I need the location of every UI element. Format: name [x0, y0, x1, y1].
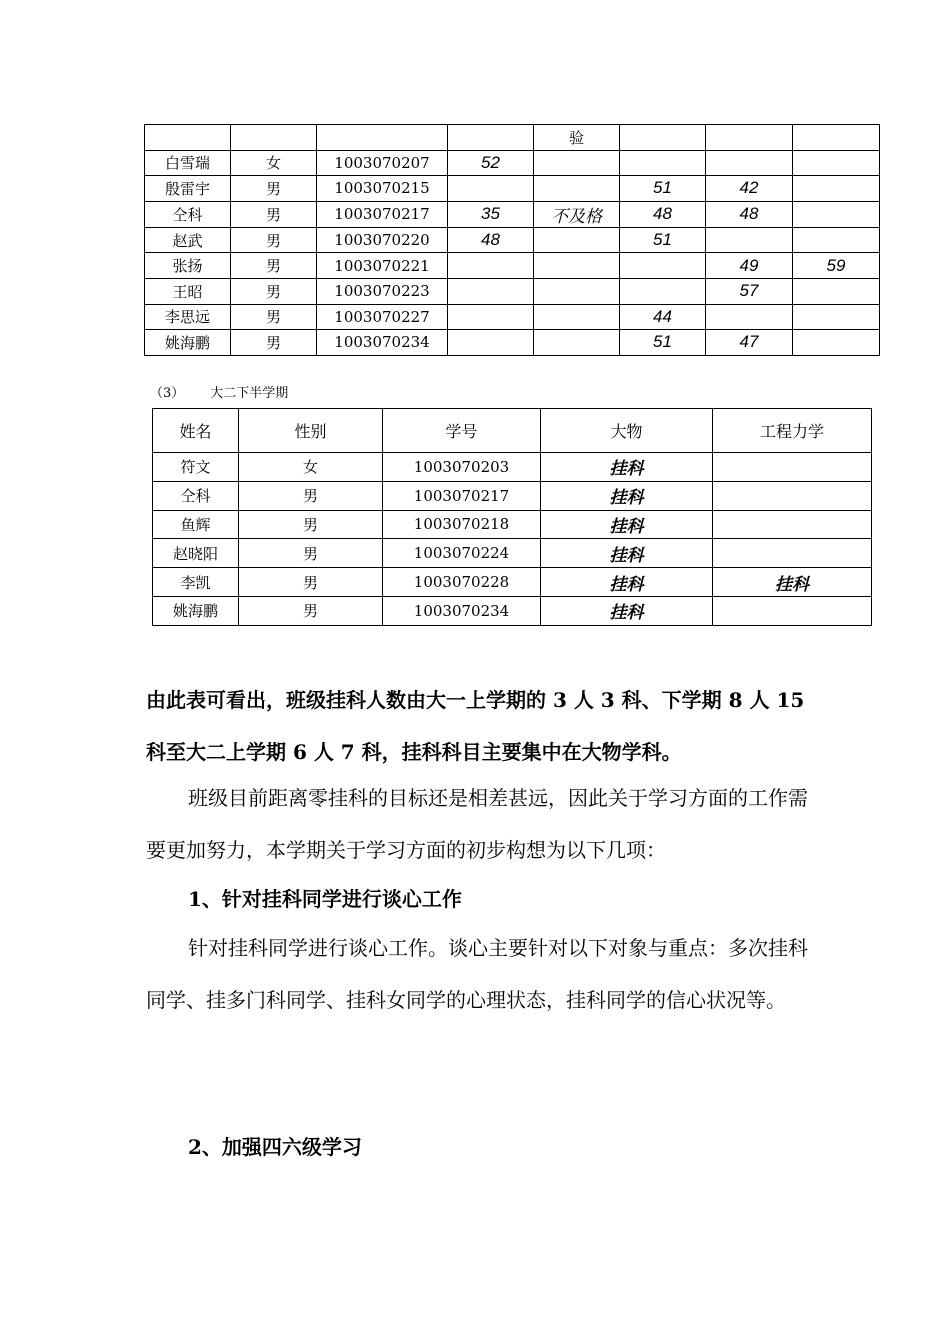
cell-id: 1003070220 [317, 227, 448, 253]
cell-gender: 男 [231, 330, 317, 356]
cell-physics: 挂科 [541, 453, 713, 482]
cell-mechanics [713, 510, 872, 539]
header-cell [145, 125, 231, 151]
table-row [145, 176, 880, 202]
cell-gender: 男 [239, 481, 383, 510]
cell-name: 仝科 [153, 481, 239, 510]
table-row [153, 596, 872, 625]
cell-id: 1003070224 [383, 539, 541, 568]
header-cell [448, 125, 534, 151]
cell-name: 赵晓阳 [153, 539, 239, 568]
cell-c2 [534, 253, 620, 279]
cell-gender: 男 [231, 201, 317, 227]
cell-c3: 51 [620, 227, 706, 253]
cell-id: 1003070227 [317, 304, 448, 330]
cell-gender: 男 [231, 253, 317, 279]
cell-id: 1003070203 [383, 453, 541, 482]
summary-paragraph: 由此表可看出，班级挂科人数由大一上学期的 3 人 3 科、下学期 8 人 15 科至大二上学期 6 人 7 科，挂科科目主要集中在大物学科。 [146, 688, 805, 764]
section-heading-cet: 2、加强四六级学习 [188, 1135, 362, 1159]
cell-c2: 不及格 [534, 201, 620, 227]
table-row [153, 539, 872, 568]
caption-title: 大二下半学期 [210, 386, 289, 401]
header-cell: 验 [534, 125, 620, 151]
caption-number: （3） [150, 386, 185, 401]
cell-c3: 51 [620, 330, 706, 356]
cell-name: 殷雷宇 [145, 176, 231, 202]
header-mechanics: 工程力学 [713, 409, 872, 453]
cell-physics: 挂科 [541, 481, 713, 510]
cell-c2 [534, 227, 620, 253]
cell-id: 1003070223 [317, 278, 448, 304]
cell-physics: 挂科 [541, 539, 713, 568]
cell-c2 [534, 176, 620, 202]
cell-c1: 48 [448, 227, 534, 253]
cell-gender: 男 [239, 568, 383, 597]
header-physics: 大物 [541, 409, 713, 453]
cell-c4: 47 [706, 330, 793, 356]
table-row [153, 453, 872, 482]
cell-c1: 35 [448, 201, 534, 227]
cell-c5: 59 [793, 253, 880, 279]
cell-c4 [706, 150, 793, 176]
table-row [153, 568, 872, 597]
table-header-row [145, 125, 880, 151]
cell-name: 赵武 [145, 227, 231, 253]
cell-c1: 52 [448, 150, 534, 176]
cell-name: 仝科 [145, 201, 231, 227]
cell-gender: 男 [239, 539, 383, 568]
table-row [153, 510, 872, 539]
cell-name: 符文 [153, 453, 239, 482]
header-cell [706, 125, 793, 151]
cell-c2 [534, 330, 620, 356]
counseling-paragraph: 针对挂科同学进行谈心工作。谈心主要针对以下对象与重点：多次挂科同学、挂多门科同学、挂科女同学的心理状态，挂科同学的信心状况等。 [146, 936, 808, 1012]
table-row [145, 278, 880, 304]
cell-c4: 48 [706, 201, 793, 227]
cell-c5 [793, 201, 880, 227]
cell-c5 [793, 176, 880, 202]
table-caption [150, 385, 288, 403]
cell-c5 [793, 278, 880, 304]
cell-c3: 48 [620, 201, 706, 227]
cell-gender: 男 [239, 510, 383, 539]
cell-mechanics [713, 481, 872, 510]
grades-table-sophomore-spring [152, 408, 872, 626]
header-cell [231, 125, 317, 151]
cell-id: 1003070234 [383, 596, 541, 625]
table-row [145, 227, 880, 253]
cell-c4: 49 [706, 253, 793, 279]
cell-c5 [793, 330, 880, 356]
cell-c5 [793, 227, 880, 253]
cell-name: 鱼辉 [153, 510, 239, 539]
cell-id: 1003070215 [317, 176, 448, 202]
cell-name: 王昭 [145, 278, 231, 304]
section-heading-counseling: 1、针对挂科同学进行谈心工作 [188, 887, 462, 911]
cell-c4: 57 [706, 278, 793, 304]
cell-name: 姚海鹏 [153, 596, 239, 625]
cell-gender: 女 [231, 150, 317, 176]
cell-c5 [793, 304, 880, 330]
header-cell [793, 125, 880, 151]
cell-c4 [706, 304, 793, 330]
cell-name: 李凯 [153, 568, 239, 597]
cell-id: 1003070228 [383, 568, 541, 597]
cell-c3: 44 [620, 304, 706, 330]
cell-gender: 男 [239, 596, 383, 625]
table-row [145, 150, 880, 176]
header-name: 姓名 [153, 409, 239, 453]
cell-c3 [620, 278, 706, 304]
cell-id: 1003070234 [317, 330, 448, 356]
cell-physics: 挂科 [541, 510, 713, 539]
cell-gender: 男 [231, 227, 317, 253]
table-row [145, 201, 880, 227]
cell-c1 [448, 176, 534, 202]
cell-gender: 男 [231, 278, 317, 304]
grades-table-continued [144, 124, 880, 356]
cell-mechanics [713, 596, 872, 625]
table-row [145, 330, 880, 356]
cell-mechanics: 挂科 [713, 568, 872, 597]
header-cell [620, 125, 706, 151]
cell-name: 白雪瑞 [145, 150, 231, 176]
cell-c1 [448, 304, 534, 330]
cell-id: 1003070207 [317, 150, 448, 176]
table-row [145, 304, 880, 330]
cell-c3 [620, 253, 706, 279]
cell-id: 1003070217 [317, 201, 448, 227]
cell-c1 [448, 330, 534, 356]
table-row [145, 253, 880, 279]
cell-gender: 女 [239, 453, 383, 482]
cell-c4: 42 [706, 176, 793, 202]
cell-c5 [793, 150, 880, 176]
cell-c4 [706, 227, 793, 253]
cell-id: 1003070217 [383, 481, 541, 510]
header-gender: 性别 [239, 409, 383, 453]
cell-mechanics [713, 453, 872, 482]
cell-c1 [448, 278, 534, 304]
cell-c3 [620, 150, 706, 176]
cell-id: 1003070218 [383, 510, 541, 539]
cell-name: 张扬 [145, 253, 231, 279]
plan-intro-paragraph: 班级目前距离零挂科的目标还是相差甚远，因此关于学习方面的工作需要更加努力，本学期关于学习方面的初步构想为以下几项： [146, 786, 808, 862]
cell-physics: 挂科 [541, 568, 713, 597]
table-row [153, 481, 872, 510]
cell-c3: 51 [620, 176, 706, 202]
cell-c2 [534, 304, 620, 330]
cell-id: 1003070221 [317, 253, 448, 279]
cell-physics: 挂科 [541, 596, 713, 625]
table-header-row [153, 409, 872, 453]
cell-c1 [448, 253, 534, 279]
header-student-id: 学号 [383, 409, 541, 453]
cell-name: 李思远 [145, 304, 231, 330]
cell-c2 [534, 278, 620, 304]
cell-name: 姚海鹏 [145, 330, 231, 356]
cell-c2 [534, 150, 620, 176]
cell-gender: 男 [231, 176, 317, 202]
header-cell [317, 125, 448, 151]
cell-mechanics [713, 539, 872, 568]
cell-gender: 男 [231, 304, 317, 330]
